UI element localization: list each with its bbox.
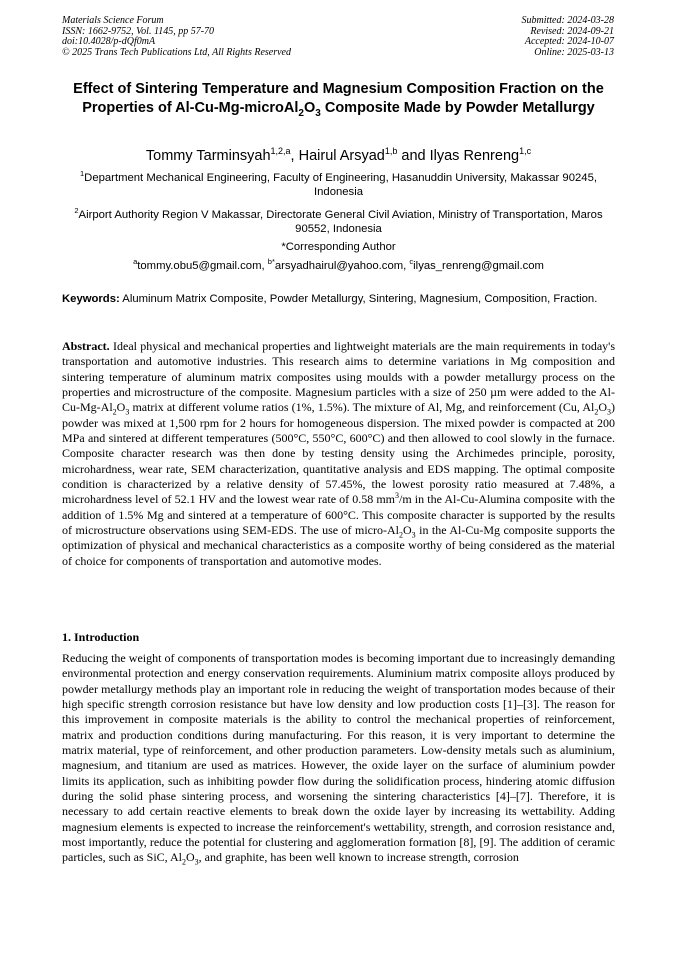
email-a-marker: a <box>133 257 138 266</box>
author-1-affil: 1,2,a <box>270 146 291 156</box>
author-1: Tommy Tarminsyah <box>145 147 271 164</box>
abstract-label: Abstract. <box>62 339 110 353</box>
abstract-sub: 3 <box>607 407 611 417</box>
copyright-line: © 2025 Trans Tech Publications Ltd, All Rights Reserved <box>62 46 291 58</box>
intro-sub: 3 <box>194 857 199 867</box>
abstract-sub: 3 <box>125 407 130 417</box>
email-a[interactable]: tommy.obu5@gmail.com, <box>137 259 268 272</box>
affiliation-2 <box>62 204 615 237</box>
accepted-date: Accepted: 2024-10-07 <box>524 36 614 47</box>
intro-text-2: O <box>186 850 195 865</box>
abstract-text-1: Ideal physical and mechanical properties and lightweight materials are the main requirements in today's transportation and automotive industries. This research aims to determine variations in Mg composition and sintering temperature of aluminum matrix composites using moulds with a powder metallurgy process on the properties and microstructure of the composite. Magnesium particles with a size of 250 µm were added to the Al-Cu-Mg-Al <box>62 339 615 415</box>
intro-text-1: Reducing the weight of components of transportation modes is becoming important due to increasingly demanding environmental protection and energy conservation requirements. Aluminium matrix composite alloys produced by powder metallurgy methods play an important role in reducing the weight of transportation modes because of their high specific strength corrosion resistance but have low density and low production costs [1]–[3]. The reason for this improvement in composite materials is the ability to control the mechanical properties of reinforcement, matrix and production conditions during manufacturing. For this reason, it is very important to determine the matrix material, type of reinforcement, and other production parameters. Low-density metals such as aluminium, magnesium, and titanium are used as matrices. However, the oxide layer on the surface of aluminium powder limits its application, such as inhibiting powder flow during the solidification process, hindering atomic diffusion during the solid phase sintering process, and worsening the sintering characteristics [4]–[7]. Therefore, it is necessary to add certain reactive elements to break down the oxide layer by increasing its wettability. Adding magnesium elements is expected to increase the reinforcement's wettability, strength, and corrosion resistance and, most importantly, reduce the potential for clustering and agglomeration formation [8], [9]. The addition of ceramic particles, such as SiC, Al <box>62 651 615 865</box>
author-list <box>62 142 615 165</box>
intro-text-3: , and graphite, has been well known to increase strength, corrosion <box>198 850 519 865</box>
author-2-affil: 1,b <box>384 146 398 156</box>
affiliation-2-marker: 2 <box>74 206 79 215</box>
keywords <box>62 292 615 306</box>
affiliation-1 <box>62 167 615 200</box>
abstract-text-8: in the Al-Cu-Mg composite supports the optimization of physical and mechanical characteristics as a composite worthy of being considered as the material of choice for components of transportation and automotive modes. <box>62 523 616 568</box>
issn-line: ISSN: 1662-9752, Vol. 1145, pp 57-70 <box>62 25 215 37</box>
keywords-label: Keywords: <box>62 293 120 305</box>
journal-header-left <box>62 16 291 58</box>
affiliation-2-text: Airport Authority Region V Makassar, Directorate General Civil Aviation, Ministry of Transportation, Maros 90552, Indonesia <box>78 208 603 236</box>
author-3: and Ilyas Renreng <box>397 147 520 164</box>
abstract-text-7: O <box>402 523 412 538</box>
paper-title <box>62 80 615 118</box>
abstract-text-2: O <box>116 400 126 415</box>
abstract-sup: 3 <box>395 491 400 501</box>
intro-sub: 2 <box>182 857 186 867</box>
title-text-1: Effect of Sintering Temperature and Magnesium Composition Fraction on the Properties of Al-Cu-Mg-microAl <box>73 81 604 116</box>
keywords-text: Aluminum Matrix Composite, Powder Metallurgy, Sintering, Magnesium, Composition, Fraction. <box>119 293 598 305</box>
abstract-text-3: matrix at different volume ratios (1%, 1.5%). The mixture of Al, Mg, and reinforcement (Cu, Al <box>129 400 595 415</box>
affiliation-1-text: Department Mechanical Engineering, Faculty of Engineering, Hasanuddin University, Makassar 90245, Indonesia <box>84 171 597 199</box>
revised-date: Revised: 2024-09-21 <box>530 25 614 37</box>
journal-name: Materials Science Forum <box>62 15 164 26</box>
abstract-text-5: ) powder was mixed at 1,500 rpm for 2 hours for homogeneous dispersion. The mixed powder is compacted at 200 MPa and sintered at different temperatures (500°C, 550°C, 600°C) and then allowed to cool slowly in the furnace. Composite character research was then done by testing density using the Archimedes principle, porosity, microhardness, wear rate, SEM characterization, quantitative analysis and EDS mapping. The optimal composite condition is characterized by a relative density of 57.45%, the lowest porosity ratio measured at 7.48%, a microhardness level of 52.1 HV and the lowest wear rate of 0.58 mm <box>62 400 615 507</box>
affiliation-1-marker: 1 <box>80 169 85 178</box>
corresponding-author: *Corresponding Author <box>281 241 396 253</box>
journal-header-right <box>522 16 615 58</box>
abstract-sub: 2 <box>594 407 599 417</box>
abstract-text-6: /m in the Al-Cu-Alumina composite with the addition of 1.5% Mg and sintered at a temperature of 600°C. This composite character is supported by the results of microstructure observations using SEM-EDS. The use of micro-Al <box>62 492 616 538</box>
doi-line: doi:10.4028/p-dQf0mA <box>62 36 156 47</box>
introduction-body <box>62 651 615 866</box>
email-c-marker: c <box>409 257 414 266</box>
abstract-sub: 3 <box>411 530 416 540</box>
online-date: Online: 2025-03-13 <box>534 46 614 58</box>
author-2: , Hairul Arsyad <box>290 147 385 164</box>
title-oxygen: O <box>303 100 316 116</box>
email-b-marker: b* <box>267 257 275 266</box>
email-c[interactable]: ilyas_renreng@gmail.com <box>413 259 544 272</box>
abstract <box>62 339 615 569</box>
abstract-sub: 2 <box>398 530 403 540</box>
abstract-text-4: O <box>598 400 607 415</box>
title-subscript-3: 3 <box>315 107 321 119</box>
abstract-sub: 2 <box>112 407 117 417</box>
submitted-date: Submitted: 2024-03-28 <box>521 15 614 26</box>
title-text-2: Composite Made by Powder Metallurgy <box>320 100 595 116</box>
section-heading-introduction: 1. Introduction <box>62 630 140 644</box>
author-3-affil: 1,c <box>519 146 532 156</box>
author-emails <box>62 255 615 273</box>
title-subscript-2: 2 <box>298 107 304 119</box>
email-b[interactable]: arsyadhairul@yahoo.com, <box>274 259 410 272</box>
